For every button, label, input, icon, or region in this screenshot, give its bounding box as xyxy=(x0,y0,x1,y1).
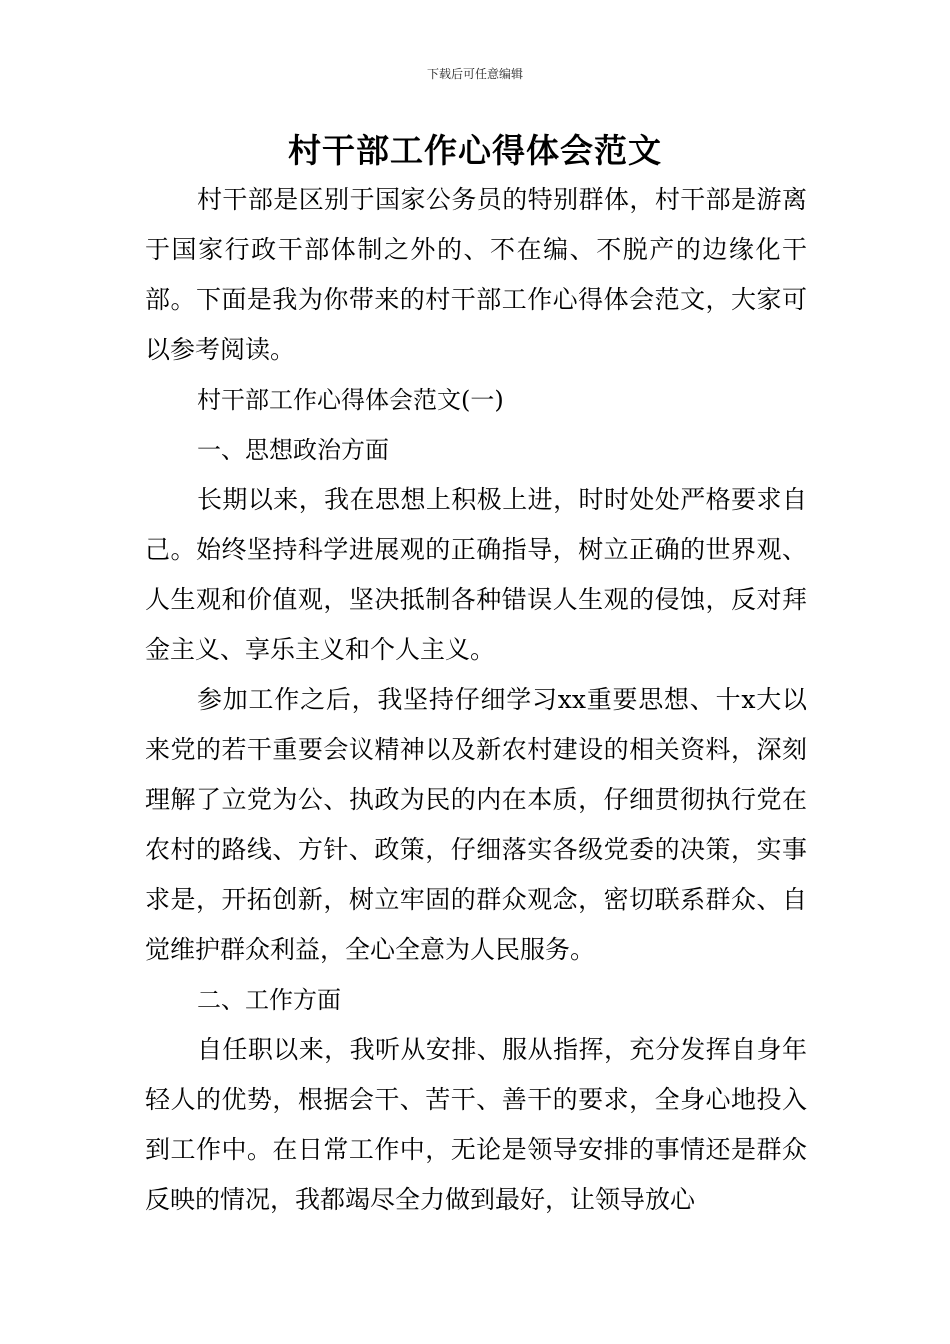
paragraph-ideology: 长期以来，我在思想上积极上进，时时处处严格要求自己。始终坚持科学进展观的正确指导，树立正确的世界观、人生观和价值观，坚决抵制各种错误人生观的侵蚀，反对拜金主义、享乐主义和个人主义。 xyxy=(145,485,807,664)
paragraph-study: 参加工作之后，我坚持仔细学习xx重要思想、十x大以来党的若干重要会议精神以及新农村建设的相关资料，深刻理解了立党为公、执政为民的内在本质，仔细贯彻执行党在农村的路线、方针、政策，仔细落实各级党委的决策，实事求是，开拓创新，树立牢固的群众观念，密切联系群众、自觉维护群众利益，全心全意为人民服务。 xyxy=(145,685,807,964)
document-body xyxy=(145,175,807,1225)
section-title: 村干部工作心得体会范文(一) xyxy=(197,386,504,414)
header-note: 下载后可任意编辑 xyxy=(426,67,523,81)
subheading-work: 二、工作方面 xyxy=(197,986,341,1014)
paragraph-work: 自任职以来，我听从安排、服从指挥，充分发挥自身年轻人的优势，根据会干、苦干、善干的要求，全身心地投入到工作中。在日常工作中，无论是领导安排的事情还是群众反映的情况，我都竭尽全力做到最好，让领导放心 xyxy=(145,1035,807,1214)
document-title: 村干部工作心得体会范文 xyxy=(288,131,662,170)
intro-paragraph: 村干部是区别于国家公务员的特别群体，村干部是游离于国家行政干部体制之外的、不在编、不脱产的边缘化干部。下面是我为你带来的村干部工作心得体会范文，大家可以参考阅读。 xyxy=(145,185,807,364)
subheading-ideology: 一、思想政治方面 xyxy=(197,436,389,464)
